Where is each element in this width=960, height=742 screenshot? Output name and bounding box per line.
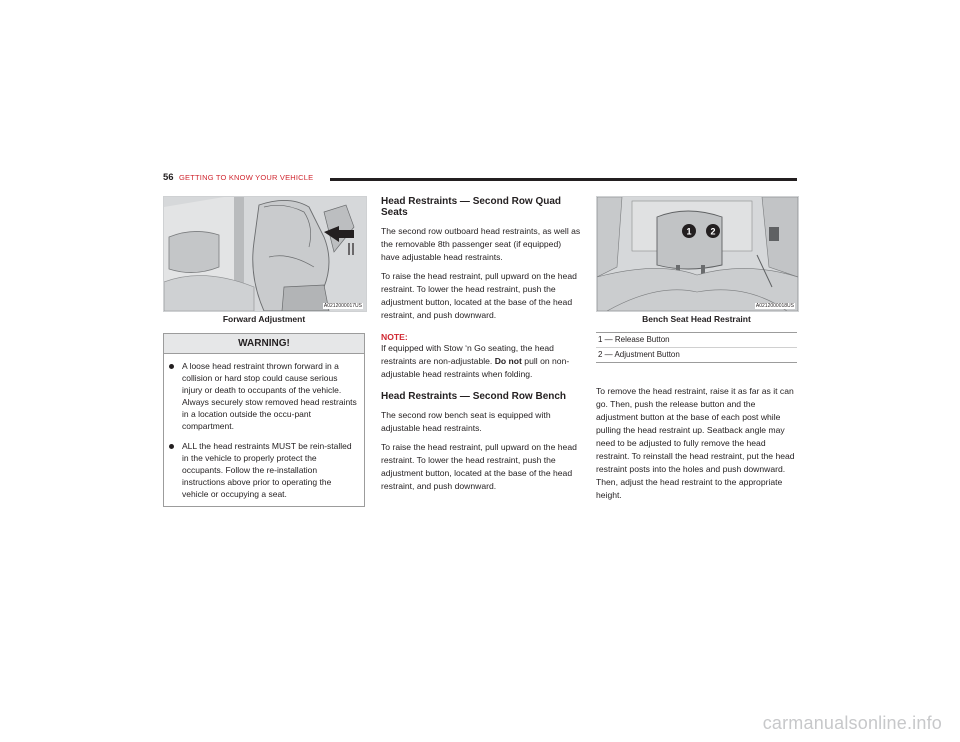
warning-item (178, 360, 358, 432)
bench-paragraph-2: To raise the head restraint, pull upward on the head restraint. To lower the head restraint, push the adjustment button, located at the base of the head restraint, and push downward. (381, 442, 577, 491)
legend-item: 2 — Adjustment Button (596, 347, 797, 362)
callout-2: 2 (710, 226, 716, 237)
callout-1: 1 (686, 226, 692, 237)
header-rule (330, 178, 797, 181)
quad-paragraph-2: To raise the head restraint, pull upward on the head restraint. To lower the head restraint, push the adjustment button, located at the base of the head restraint, and push downward. (381, 271, 577, 320)
forward-adjustment-illustration (164, 197, 366, 311)
warning-box (163, 333, 365, 507)
figure-code: A0212000018US (755, 303, 794, 309)
forward-adjustment-figure (163, 196, 367, 312)
note-emphasis: Do not (494, 356, 522, 366)
figure-caption: Bench Seat Head Restraint (642, 314, 751, 324)
warning-title: WARNING! (164, 334, 364, 354)
remove-instructions: To remove the head restraint, raise it as far as it can go. Then, push the release button and the adjustment button at the base of each post while pulling the head restraint up. Seatback angle may need to be adjusted to fully remove the head restraint. To reinstall the head restraint, put the head restraint posts into the holes and push downward. Then, adjust the head restraint to the appropriate height. (596, 386, 795, 500)
bullet-icon (169, 444, 174, 449)
bench-heading: Head Restraints — Second Row Bench (381, 391, 567, 402)
page-header (163, 172, 797, 188)
bench-seat-illustration (597, 197, 798, 311)
figure-code: A0212000017US (323, 303, 362, 309)
bench-paragraph-1: The second row bench seat is equipped with adjustable head restraints. (381, 410, 551, 433)
warning-item-text: ALL the head restraints MUST be rein-stalled in the vehicle to properly protect the occupants. Follow the re-installation instructions above prior to operating the vehicle or occupying a seat. (182, 441, 352, 499)
warning-item-text: A loose head restraint thrown forward in a collision or hard stop could cause serious injury or death to occupants of the vehicle. Always securely stow removed head restraints in a location outside the occu-pant compartment. (182, 361, 357, 431)
column-middle (381, 196, 582, 499)
quad-seats-heading: Head Restraints — Second Row Quad Seats (381, 196, 562, 218)
note-label: NOTE: (381, 332, 408, 342)
watermark: carmanualsonline.info (762, 713, 942, 733)
figure-legend (596, 332, 797, 363)
bench-seat-figure (596, 196, 799, 312)
column-right (596, 196, 797, 508)
quad-paragraph-1: The second row outboard head restraints, as well as the removable 8th passenger seat (if equipped) have adjustable head restraints. (381, 226, 581, 262)
page-number: 56 (163, 172, 174, 183)
bullet-icon (169, 364, 174, 369)
note-text: If equipped with Stow ‘n Go seating, the head restraints are non-adjustable. Do not pull on non-adjustable head restraints when folding. (381, 343, 570, 379)
section-title: GETTING TO KNOW YOUR VEHICLE (179, 173, 314, 182)
column-left (163, 196, 365, 507)
legend-item: 1 — Release Button (598, 335, 670, 344)
warning-item (178, 440, 358, 500)
warning-list (164, 354, 364, 506)
figure-caption: Forward Adjustment (222, 314, 306, 324)
